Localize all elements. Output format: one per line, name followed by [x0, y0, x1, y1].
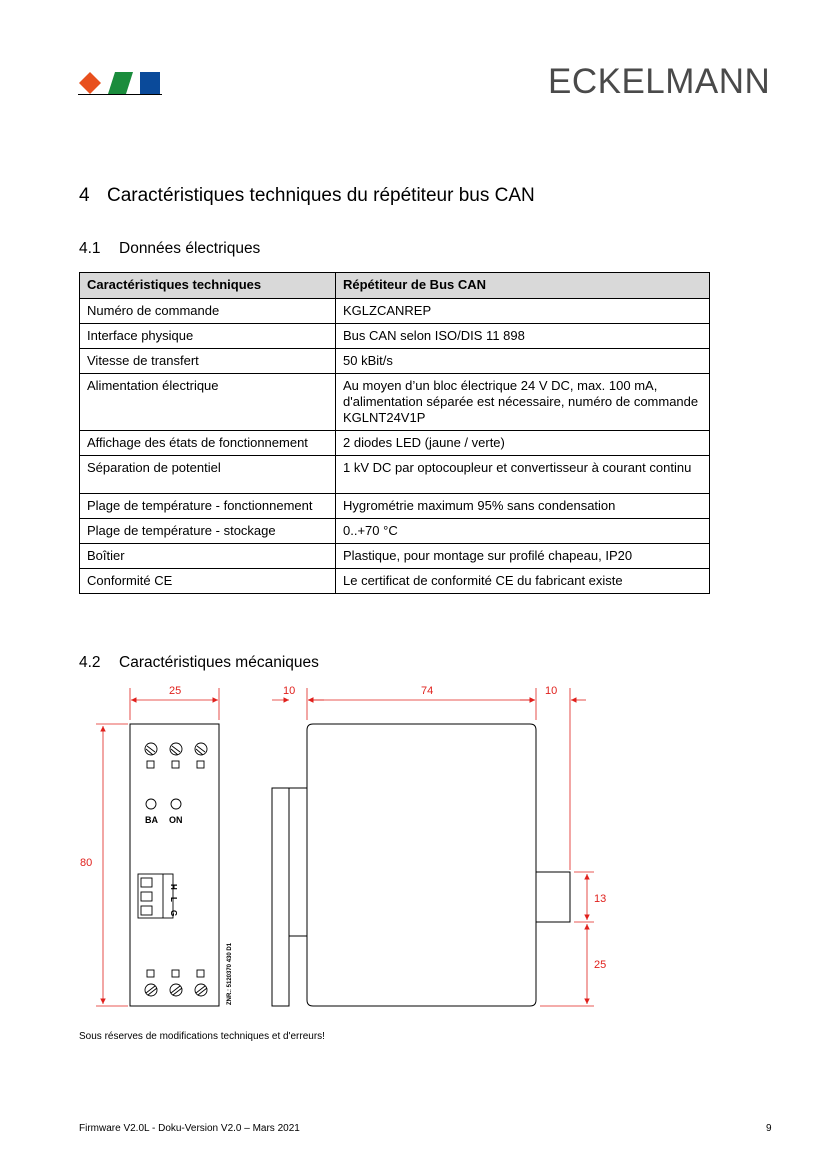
table-cell: Le certificat de conformité CE du fabricant existe: [336, 569, 710, 594]
table-cell: Plage de température - stockage: [80, 519, 336, 544]
table-row: [80, 544, 710, 569]
table-cell: Au moyen d’un bloc électrique 24 V DC, max. 100 mA, d'alimentation séparée est nécessaire, numéro de commande KGLNT24V1P: [336, 374, 710, 431]
table-cell: Bus CAN selon ISO/DIS 11 898: [336, 324, 710, 349]
table-cell: Interface physique: [80, 324, 336, 349]
table-cell: Séparation de potentiel: [80, 456, 336, 494]
section-heading: [79, 185, 535, 207]
table-row: [80, 374, 710, 431]
page-number: 9: [766, 1123, 772, 1134]
table-cell: Plage de température - fonctionnement: [80, 494, 336, 519]
led-label: BA: [145, 815, 158, 825]
section-number: 4: [79, 185, 90, 206]
subsection-heading-mechanical: [79, 654, 319, 672]
dimension-label: 25: [594, 959, 607, 971]
table-cell: Conformité CE: [80, 569, 336, 594]
table-row: [80, 494, 710, 519]
table-row: [80, 519, 710, 544]
table-cell: Affichage des états de fonctionnement: [80, 431, 336, 456]
switch-label: L: [169, 897, 178, 902]
table-cell: Boîtier: [80, 544, 336, 569]
table-row: [80, 349, 710, 374]
table-cell: KGLZCANREP: [336, 299, 710, 324]
screw-icon: [138, 743, 207, 996]
table-cell: Alimentation électrique: [80, 374, 336, 431]
table-row: [80, 569, 710, 594]
table-cell: Numéro de commande: [80, 299, 336, 324]
column-header: Répétiteur de Bus CAN: [336, 273, 710, 299]
dimension-label: 80: [80, 857, 93, 869]
brand-name: ECKELMANN: [548, 62, 771, 101]
led-label: ON: [169, 815, 183, 825]
table-cell: 50 kBit/s: [336, 349, 710, 374]
company-logo: [78, 70, 162, 96]
subsection-title: Données électriques: [119, 240, 261, 257]
table-cell: Plastique, pour montage sur profilé chapeau, IP20: [336, 544, 710, 569]
table-cell: 2 diodes LED (jaune / verte): [336, 431, 710, 456]
table-header-row: [80, 273, 710, 299]
spec-table: [79, 272, 710, 594]
disclaimer-note: Sous réserves de modifications techniques et d'erreurs!: [79, 1031, 325, 1042]
footer-doc-info: Firmware V2.0L - Doku-Version V2.0 – Mars 2021: [79, 1123, 300, 1134]
table-row: [80, 431, 710, 456]
table-cell: 0..+70 °C: [336, 519, 710, 544]
table-row: [80, 456, 710, 494]
table-row: [80, 324, 710, 349]
subsection-title: Caractéristiques mécaniques: [119, 654, 319, 671]
dimension-label: 10: [545, 685, 558, 697]
dimension-label: 25: [169, 685, 182, 697]
table-cell: Vitesse de transfert: [80, 349, 336, 374]
table-cell: 1 kV DC par optocoupleur et convertisseur à courant continu: [336, 456, 710, 494]
subsection-number: 4.1: [79, 240, 101, 257]
subsection-number: 4.2: [79, 654, 101, 671]
part-number: ZNR.: 5120370 430 D1: [227, 942, 233, 1005]
table-cell: Hygrométrie maximum 95% sans condensation: [336, 494, 710, 519]
dimension-label: 13: [594, 893, 607, 905]
section-title: Caractéristiques techniques du répétiteur bus CAN: [107, 185, 535, 206]
mechanical-drawing: [70, 680, 630, 1020]
dimension-label: 10: [283, 685, 296, 697]
table-row: [80, 299, 710, 324]
column-header: Caractéristiques techniques: [80, 273, 336, 299]
switch-label: H: [169, 884, 178, 890]
switch-label: G: [169, 910, 178, 917]
subsection-heading-electrical: [79, 240, 260, 258]
dimension-label: 74: [421, 685, 434, 697]
